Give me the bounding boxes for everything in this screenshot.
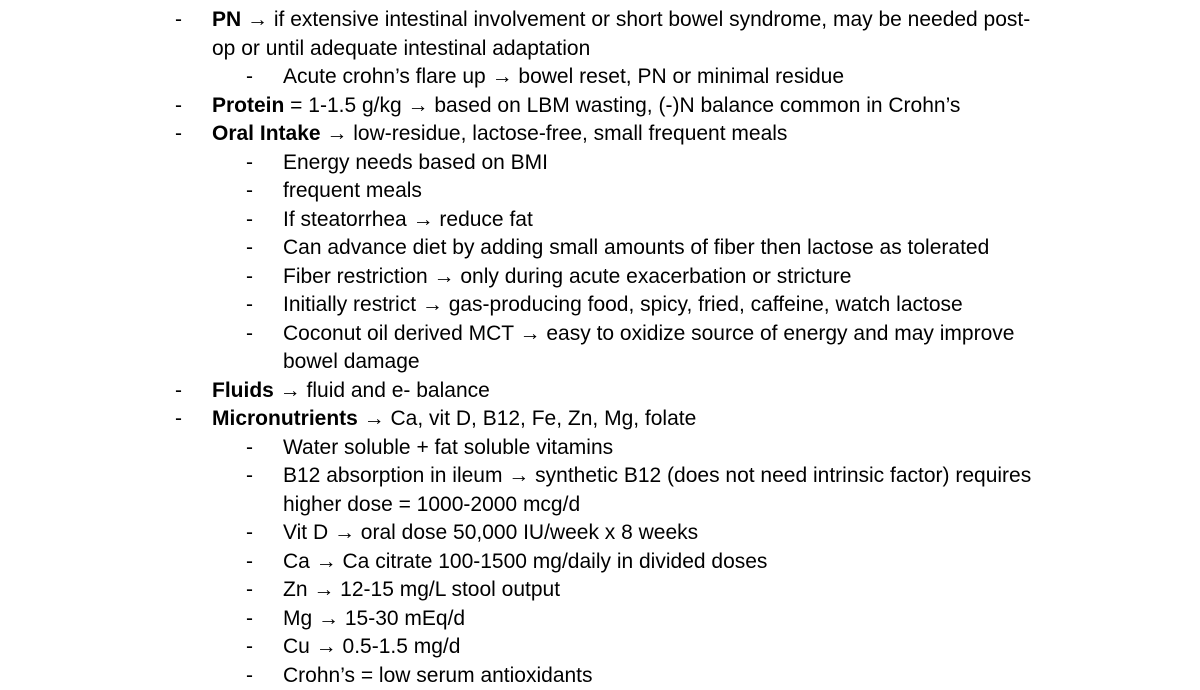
- bullet-heading: Protein: [212, 93, 285, 117]
- bullet-heading: PN: [212, 8, 242, 31]
- bullet-dash: -: [246, 321, 253, 345]
- sub-bullet-item: [0, 462, 1200, 519]
- sub-bullet-item: [0, 234, 1200, 263]
- bullet-body: → fluid and e- balance: [273, 378, 490, 402]
- bullet-body: → if extensive intestinal involvement or short bowel syndrome, may be needed post-op or until adequate intestinal adaptation: [212, 8, 1031, 60]
- bullet-dash: -: [246, 464, 253, 487]
- sub-bullet-item: [0, 662, 1200, 690]
- sub-bullet-item: [0, 320, 1200, 377]
- bullet-text: If steatorrhea → reduce fat: [283, 207, 533, 231]
- bullet-body: → Ca, vit D, B12, Fe, Zn, Mg, folate: [357, 407, 697, 430]
- bullet-text: Vit D → oral dose 50,000 IU/week x 8 weeks: [283, 521, 699, 544]
- sub-bullet-item: [0, 633, 1200, 662]
- bullet-text: [212, 92, 1032, 121]
- bullet-body: = 1-1.5 g/kg → based on LBM wasting, (-)N balance common in Crohn’s: [284, 93, 961, 117]
- bullet-dash: -: [246, 435, 253, 459]
- bullet-dash: -: [246, 264, 253, 288]
- bullet-text: Crohn’s = low serum antioxidants: [283, 663, 593, 687]
- bullet-item-pn: [0, 6, 1200, 63]
- bullet-item-fluids: [0, 377, 1200, 406]
- document-body: [0, 6, 1200, 690]
- bullet-text: [212, 377, 1032, 406]
- bullet-body: → low-residue, lactose-free, small frequent meals: [320, 122, 788, 145]
- sub-bullet-item: [0, 548, 1200, 577]
- bullet-dash: -: [175, 93, 182, 117]
- bullet-text: Initially restrict → gas-producing food, spicy, fried, caffeine, watch lactose: [283, 293, 963, 316]
- bullet-text: [212, 405, 1032, 434]
- sub-bullet-item: [0, 519, 1200, 548]
- bullet-text: [212, 120, 1032, 149]
- bullet-dash: -: [246, 578, 253, 601]
- bullet-dash: -: [246, 179, 253, 202]
- sub-bullet-item: [0, 605, 1200, 634]
- sub-bullet-item: [0, 291, 1200, 320]
- bullet-dash: -: [175, 378, 182, 402]
- bullet-text: [212, 6, 1032, 63]
- bullet-dash: -: [246, 549, 253, 573]
- sub-bullet-item: [0, 263, 1200, 292]
- bullet-text: Cu → 0.5-1.5 mg/d: [283, 635, 461, 658]
- bullet-item-oral-intake: [0, 120, 1200, 149]
- bullet-dash: -: [246, 65, 253, 88]
- bullet-heading: Fluids: [212, 378, 274, 402]
- bullet-dash: -: [246, 207, 253, 231]
- bullet-item-micronutrients: [0, 405, 1200, 434]
- bullet-dash: -: [175, 122, 182, 145]
- sub-bullet-item: [0, 149, 1200, 178]
- bullet-text: Ca → Ca citrate 100-1500 mg/daily in divided doses: [283, 549, 768, 573]
- bullet-dash: -: [246, 150, 253, 174]
- bullet-heading: Oral Intake: [212, 122, 321, 145]
- bullet-text: Zn → 12-15 mg/L stool output: [283, 578, 561, 601]
- bullet-item-protein: [0, 92, 1200, 121]
- bullet-text: Fiber restriction → only during acute exacerbation or stricture: [283, 264, 852, 288]
- bullet-dash: -: [175, 8, 182, 31]
- bullet-text: frequent meals: [283, 179, 422, 202]
- bullet-dash: -: [246, 606, 253, 630]
- bullet-text: Energy needs based on BMI: [283, 150, 549, 174]
- bullet-text: B12 absorption in ileum → synthetic B12 (does not need intrinsic factor) requires higher dose = 1000-2000 mcg/d: [283, 464, 1032, 516]
- bullet-text: Acute crohn’s flare up → bowel reset, PN or minimal residue: [283, 65, 845, 88]
- bullet-dash: -: [246, 521, 253, 544]
- bullet-dash: -: [246, 236, 253, 259]
- bullet-text: Coconut oil derived MCT → easy to oxidize source of energy and may improve bowel damage: [283, 321, 1015, 373]
- bullet-dash: -: [246, 293, 253, 316]
- sub-bullet-item: [0, 63, 1200, 92]
- bullet-heading: Micronutrients: [212, 407, 358, 430]
- sub-bullet-item: [0, 177, 1200, 206]
- sub-bullet-item: [0, 576, 1200, 605]
- bullet-dash: -: [246, 663, 253, 687]
- bullet-text: Water soluble + fat soluble vitamins: [283, 435, 614, 459]
- sub-bullet-item: [0, 434, 1200, 463]
- bullet-dash: -: [175, 407, 182, 430]
- bullet-text: Mg → 15-30 mEq/d: [283, 606, 466, 630]
- sub-bullet-item: [0, 206, 1200, 235]
- bullet-dash: -: [246, 635, 253, 658]
- bullet-text: Can advance diet by adding small amounts of fiber then lactose as tolerated: [283, 236, 990, 259]
